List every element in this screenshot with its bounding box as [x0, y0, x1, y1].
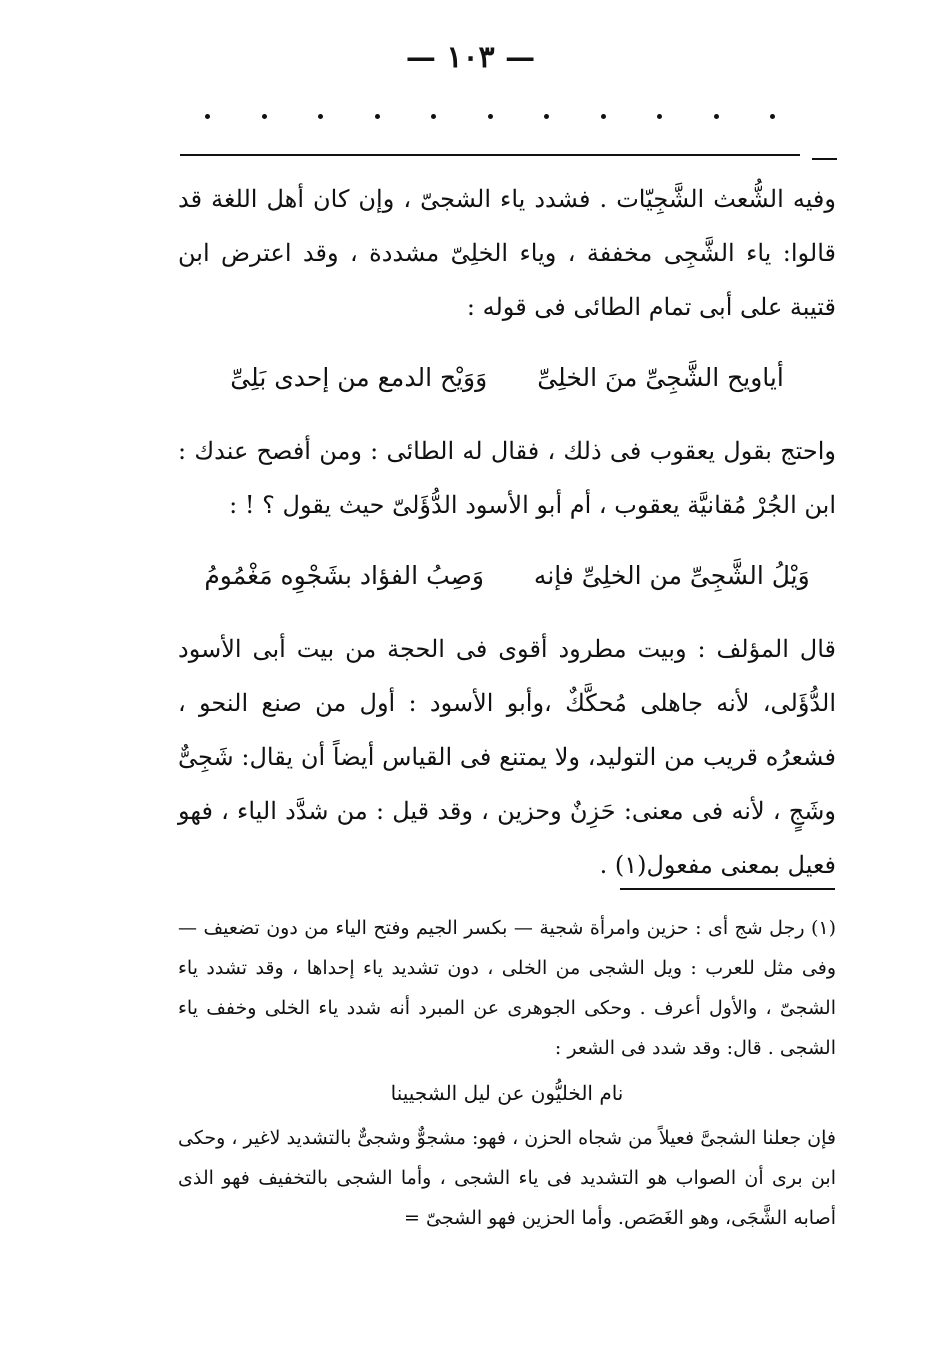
- dot-ornament: [375, 114, 380, 119]
- dot-ornament: [657, 114, 662, 119]
- dot-ornament: [770, 114, 775, 119]
- verse-1: [178, 348, 836, 408]
- page-number: — ١٠٣ —: [405, 40, 536, 75]
- dot-ornament: [431, 114, 436, 119]
- verse-1-second-hemistich: وَوَيْح الدمع من إحدى بَلِىِّ: [230, 363, 488, 392]
- dot-ornament: [714, 114, 719, 119]
- footnote-divider: [620, 888, 835, 890]
- paragraph-3: قال المؤلف : وبيت مطرود أقوى فى الحجة من بيت أبى الأسود الدُّؤَلى، لأنه جاهلى مُحكَّكٌ ،وأبو الأسود : أول من صنع النحو ، فشعرُه قريب من التوليد، ولا يمتنع فى القياس أيضاً أن يقال: شَجِىٌّ وشَجٍ ، لأنه فى معنى: حَزِنٌ وحزين ، وقد قيل : من شدَّد الياء ، فهو فعيل بمعنى مفعول(١) .: [178, 635, 836, 879]
- verse-1-first-hemistich: أياويح الشَّجِىِّ منَ الخلِىِّ: [537, 363, 784, 392]
- dot-ornament: [544, 114, 549, 119]
- footnote-1-continued: فإن جعلنا الشجىَّ فعيلاً من شجاه الحزن ، فهو: مشجوٌّ وشجىٌّ بالتشديد لاغير ، وحكى ابن برى أن الصواب هو التشديد فى ياء الشجى ، وأما الشجى بالتخفيف فهو الذى أصابه الشَّجَى، وهو الغَصَص. وأما الحزين فهو الشجىّ =: [178, 1127, 836, 1229]
- verse-2: [178, 546, 836, 606]
- footnote-1: (١) رجل شج أى : حزين وامرأة شجية — بكسر الجيم وفتح الياء من دون تضعيف — وفى مثل للعرب : ويل الشجى من الخلى ، دون تشديد ياء إحداها ، وقد تشدد ياء الشجىّ ، والأول أعرف . وحكى الجوهرى عن المبرد أنه شدد ياء الخلى وخفف ياء الشجى . قال: وقد شدد فى الشعر :: [178, 917, 836, 1059]
- header-divider-tail: [812, 158, 837, 160]
- verse-2-second-hemistich: وَصِبُ الفؤاد بشَجْوِه مَغْمُومُ: [204, 561, 484, 590]
- footnotes: [178, 908, 836, 1238]
- dot-ornament: [318, 114, 323, 119]
- paragraph-1: وفيه الشُّعث الشَّجِيّات . فشدد ياء الشجىّ ، وإن كان أهل اللغة قد قالوا: ياء الشَّجِى مخففة ، وياء الخلِىّ مشددة ، وقد اعترض ابن قتيبة على أبى تمام الطائى فى قوله :: [178, 185, 836, 321]
- dot-ornament: [205, 114, 210, 119]
- header-divider: [180, 154, 800, 156]
- decorative-dots: [205, 114, 775, 119]
- dot-ornament: [601, 114, 606, 119]
- dot-ornament: [262, 114, 267, 119]
- paragraph-2: واحتج بقول يعقوب فى ذلك ، فقال له الطائى : ومن أفصح عندك : ابن الجُرْ مُقانيَّة يعقوب ، أم أبو الأسود الدُّؤَلىّ حيث يقول ؟ ! :: [178, 437, 836, 519]
- verse-2-first-hemistich: وَيْلُ الشَّجِىِّ من الخلِىِّ فإنه: [533, 561, 810, 590]
- footnote-verse: نام الخليُّون عن ليل الشجيينا: [390, 1081, 624, 1105]
- main-text: [178, 172, 836, 892]
- dot-ornament: [488, 114, 493, 119]
